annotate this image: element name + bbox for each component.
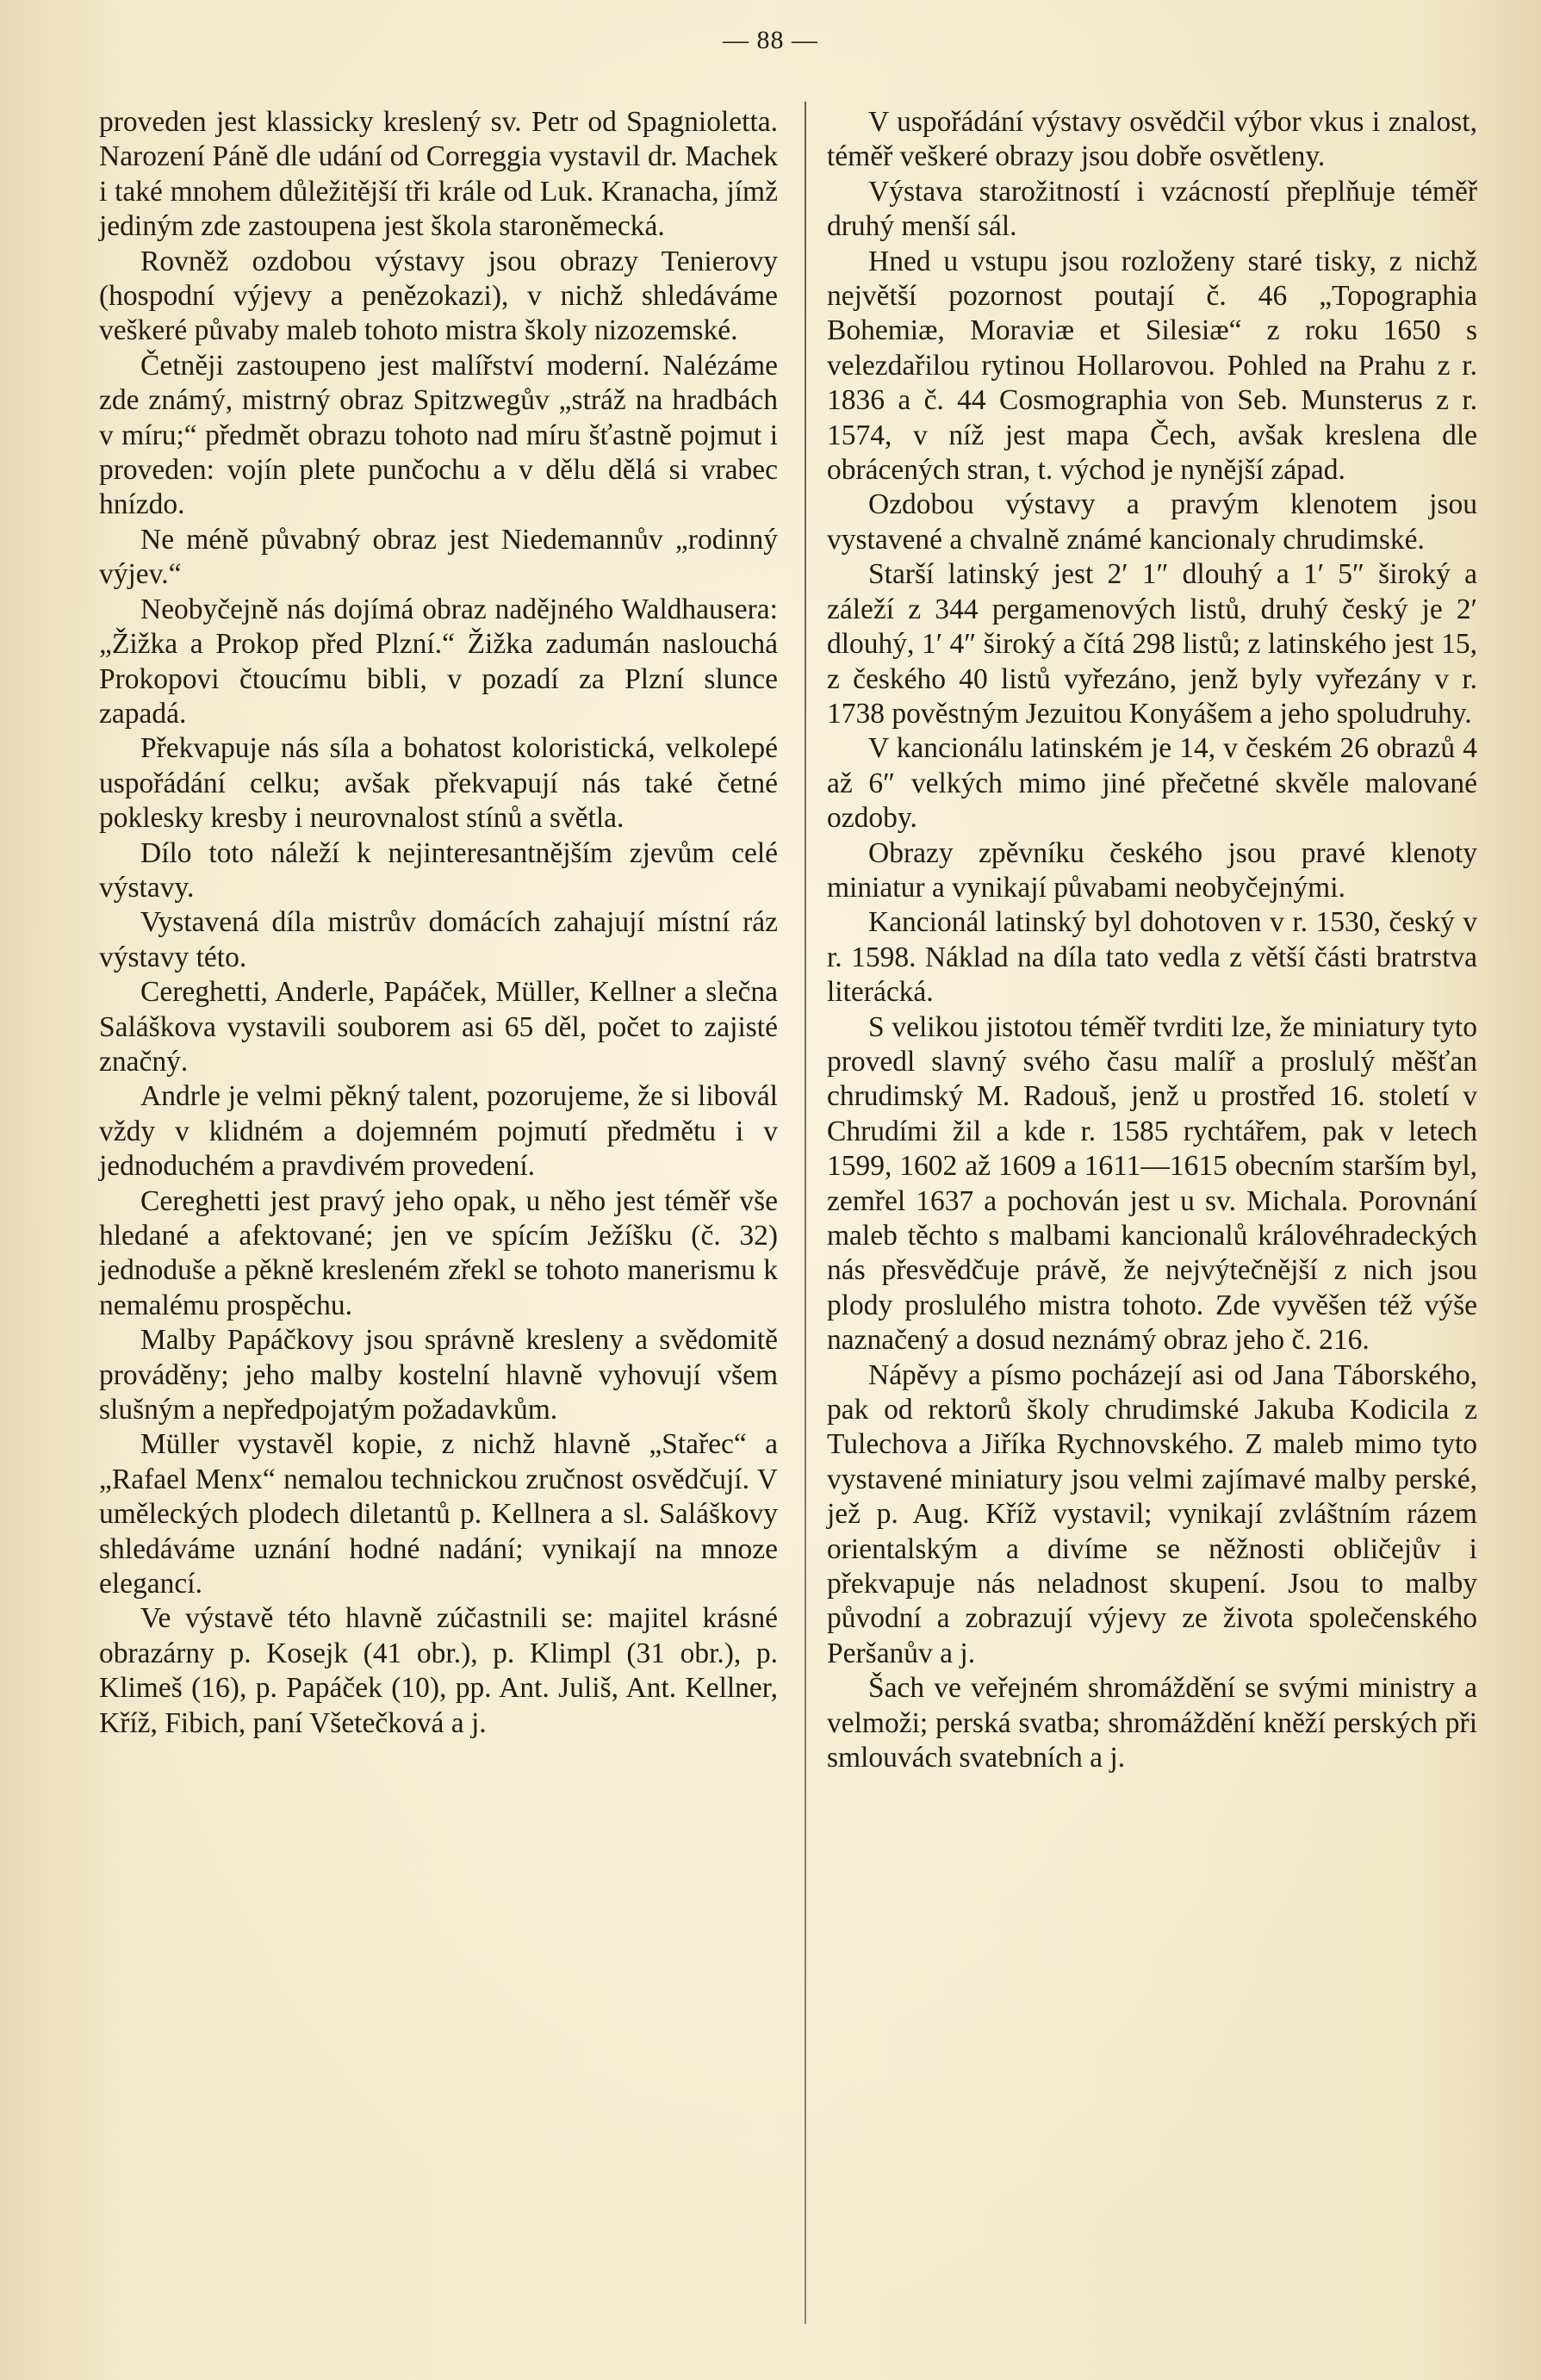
paragraph: Müller vystavěl kopie, z nichž hlavně „Stařec“ a „Rafael Menx“ nemalou technickou zručnost osvědčují. V uměleckých plodech diletantů p. Kellnera a sl. Saláškovy shledáváme uznání hodné nadání; vynikají na mnoze elegancí. [99, 1428, 778, 1600]
paragraph: Neobyčejně nás dojímá obraz nadějného Waldhausera: „Žižka a Prokop před Plzní.“ Žižka zadumán naslouchá Prokopovi čtoucímu bibli, v pozadí za Plzní slunce zapadá. [99, 593, 778, 730]
paragraph: Ve výstavě této hlavně zúčastnili se: majitel krásné obrazárny p. Kosejk (41 obr.), p. Klimpl (31 obr.), p. Klimeš (16), p. Papáček (10), pp. Ant. Juliš, Ant. Kellner, Kříž, Fibich, paní Všetečková a j. [99, 1602, 778, 1739]
paragraph: Hned u vstupu jsou rozloženy staré tisky, z nichž největší pozornost poutají č. 46 „Topographia Bohemiæ, Moraviæ et Silesiæ“ z roku 1650 s velezdařilou rytinou Hollarovou. Pohled na Prahu z r. 1836 a č. 44 Cosmographia von Seb. Munsterus z r. 1574, v níž jest mapa Čech, avšak kreslena dle obrácených stran, t. východ je nynější západ. [827, 245, 1477, 487]
paragraph: Dílo toto náleží k nejinteresantnějším zjevům celé výstavy. [99, 836, 778, 904]
paragraph: Překvapuje nás síla a bohatost koloristická, velkolepé uspořádání celku; avšak překvapují nás také četné poklesky kresby i neurovnalost stínů a světla. [99, 732, 778, 835]
paragraph: S velikou jistotou téměř tvrditi lze, že miniatury tyto provedl slavný svého času malíř a proslulý měšťan chrudimský M. Radouš, jenž u prostřed 16. století v Chrudími žil a kde r. 1585 rychtářem, pak v letech 1599, 1602 až 1609 a 1611—1615 obecním starším byl, zemřel 1637 a pochován jest u sv. Michala. Porovnání maleb těchto s malbami kancionalů královéhradeckých nás přesvědčuje právě, že nejvýtečnější z nich jsou plody proslulého mistra tohoto. Zde vyvěšen též výše naznačený a dosud neznámý obraz jeho č. 216. [827, 1010, 1477, 1357]
paragraph: Výstava starožitností i vzácností přeplňuje téměř druhý menší sál. [827, 175, 1477, 243]
left-column [99, 105, 778, 1741]
right-column [827, 105, 1477, 1776]
paragraph: Vystavená díla mistrův domácích zahajují místní ráz výstavy této. [99, 906, 778, 973]
paragraph: Nápěvy a písmo pocházejí asi od Jana Táborského, pak od rektorů školy chrudimské Jakuba Kodicila z Tulechova a Jiříka Rychnovského. Z maleb mimo tyto vystavené miniatury jsou velmi zajímavé malby perské, jež p. Aug. Kříž vystavil; vynikají zvláštním rázem orientalským a divíme se něžnosti obličejův i překvapuje nás neladnost skupení. Jsou to malby původní a zobrazují výjevy ze života společenského Peršanův a j. [827, 1358, 1477, 1669]
paragraph: Obrazy zpěvníku českého jsou pravé klenoty miniatur a vynikají půvabami neobyčejnými. [827, 836, 1477, 904]
paragraph: Četněji zastoupeno jest malířství moderní. Nalézáme zde známý, mistrný obraz Spitzwegův „stráž na hradbách v míru;“ předmět obrazu tohoto nad míru šťastně pojmut i proveden: vojín plete punčochu a v dělu dělá si vrabec hnízdo. [99, 349, 778, 521]
paragraph: V uspořádání výstavy osvědčil výbor vkus i znalost, téměř veškeré obrazy jsou dobře osvětleny. [827, 106, 1477, 173]
paragraph: Cereghetti, Anderle, Papáček, Müller, Kellner a slečna Saláškova vystavili souborem asi 65 děl, počet to zajisté značný. [99, 976, 778, 1078]
paragraph: Kancionál latinský byl dohotoven v r. 1530, český v r. 1598. Náklad na díla tato vedla z větší části bratrstva literácká. [827, 906, 1477, 1009]
paragraph: Andrle je velmi pěkný talent, pozorujeme, že si libovál vždy v klidném a dojemném pojmutí předmětu i v jednoduchém a pravdivém provedení. [99, 1080, 778, 1183]
paragraph: Ne méně půvabný obraz jest Niedemannův „rodinný výjev.“ [99, 523, 778, 591]
paragraph: Malby Papáčkovy jsou správně kresleny a svědomitě prováděny; jeho malby kostelní hlavně vyhovují všem slušným a nepředpojatým požadavkům. [99, 1324, 778, 1426]
paragraph: V kancionálu latinském je 14, v českém 26 obrazů 4 až 6″ velkých mimo jiné přečetné skvěle malované ozdoby. [827, 732, 1477, 835]
paragraph: Rovněž ozdobou výstavy jsou obrazy Tenierovy (hospodní výjevy a penězokazi), v nichž shledáváme veškeré půvaby maleb tohoto mistra školy nizozemské. [99, 245, 778, 347]
paragraph: Ozdobou výstavy a pravým klenotem jsou vystavené a chvalně známé kancionaly chrudimské. [827, 488, 1477, 556]
column-divider [805, 102, 806, 2324]
paragraph: Šach ve veřejném shromáždění se svými ministry a velmoži; perská svatba; shromáždění kněží perských při smlouvách svatebních a j. [827, 1672, 1477, 1774]
paragraph: Starší latinský jest 2′ 1″ dlouhý a 1′ 5″ široký a záleží z 344 pergamenových listů, druhý český je 2′ dlouhý, 1′ 4″ široký a čítá 298 listů; z latinského jest 15, z českého 40 listů vyřezáno, jenž byly vyřezány v r. 1738 pověstným Jezuitou Konyášem a jeho spoludruhy. [827, 558, 1477, 730]
page-number: — 88 — [723, 26, 818, 54]
paragraph: Cereghetti jest pravý jeho opak, u něho jest téměř vše hledané a afektované; jen ve spícím Ježíšku (č. 32) jednoduše a pěkně kresleném zřekl se tohoto manerismu k nemalému prospěchu. [99, 1184, 778, 1321]
paragraph: proveden jest klassicky kreslený sv. Petr od Spagnioletta. Narození Páně dle udání od Correggia vystavil dr. Machek i také mnohem důležitější tři krále od Luk. Kranacha, jímž jediným zde zastoupena jest škola staroněmecká. [99, 106, 778, 243]
